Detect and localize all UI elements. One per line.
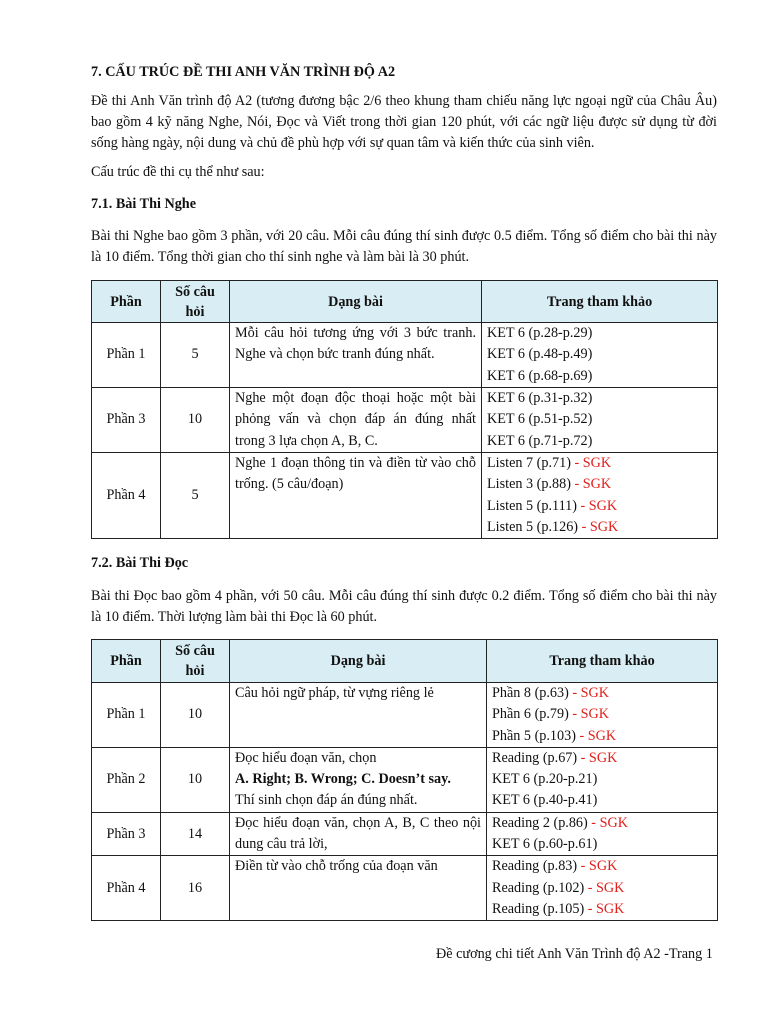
listening-description: Bài thi Nghe bao gồm 3 phần, với 20 câu. Mỗi câu đúng thí sinh được 0.5 điểm. Tổng số điểm cho bài thi này là 10 điểm. Tổng thời gian cho thí sinh nghe và làm bài là 30 phút.: [91, 228, 717, 265]
task-options: A. Right; B. Wrong; C. Doesn’t say.: [235, 771, 451, 788]
reading-table: [91, 639, 718, 921]
table-header-row: [92, 640, 718, 683]
ref-line: Reading (p.102) - SGK: [492, 879, 625, 896]
ref-line: Reading (p.67) - SGK: [492, 749, 618, 766]
listening-title: 7.1. Bài Thi Nghe: [91, 196, 196, 212]
row-task: Nghe 1 đoạn thông tin và điền từ vào chỗ trống. (5 câu/đoạn): [230, 453, 482, 539]
ref-line: Phần 5 (p.103) - SGK: [492, 727, 617, 744]
section-title: 7. CẤU TRÚC ĐỀ THI ANH VĂN TRÌNH ĐỘ A2: [91, 64, 396, 80]
row-part: Phần 1: [92, 683, 161, 748]
page-footer: Đề cương chi tiết Anh Văn Trình độ A2 -Trang 1: [436, 946, 713, 962]
row-refs: [482, 453, 718, 539]
row-task: Mỗi câu hỏi tương ứng với 3 bức tranh. Nghe và chọn bức tranh đúng nhất.: [230, 323, 482, 388]
ref-line: Listen 5 (p.111) - SGK: [487, 497, 618, 514]
row-refs: [482, 388, 718, 453]
header-count: Số câu hỏi: [161, 640, 230, 683]
header-task: Dạng bài: [230, 640, 487, 683]
ref-line: KET 6 (p.28-p.29): [487, 325, 593, 341]
ref-line: Reading (p.83) - SGK: [492, 858, 618, 875]
row-task: [230, 747, 487, 812]
table-row: [92, 856, 718, 921]
ref-line: KET 6 (p.48-p.49): [487, 346, 593, 363]
header-part: Phần: [92, 281, 161, 323]
ref-line: Listen 7 (p.71) - SGK: [487, 455, 612, 471]
table-row: [92, 812, 718, 856]
header-refs: Trang tham khảo: [482, 281, 718, 323]
row-refs: [487, 856, 718, 921]
row-count: 5: [161, 323, 230, 388]
row-count: 10: [161, 747, 230, 812]
task-line: Đọc hiểu đoạn văn, chọn: [235, 749, 377, 766]
reading-title: 7.2. Bài Thi Đọc: [91, 555, 189, 571]
intro-paragraph: Đề thi Anh Văn trình độ A2 (tương đương bậc 2/6 theo khung tham chiếu năng lực ngoại ngữ của Châu Âu) bao gồm 4 kỹ năng Nghe, Nói, Đọc và Viết trong thời gian 120 phút, với các ngữ liệu được sử dụng từ đời sống hàng ngày, nội dung và chủ đề phù hợp với sự quan tâm và kiến thức của sinh viên.: [91, 93, 717, 151]
ref-line: KET 6 (p.71-p.72): [487, 432, 593, 449]
ref-line: Phần 8 (p.63) - SGK: [492, 685, 610, 701]
table-row: [92, 747, 718, 812]
row-task: Nghe một đoạn độc thoại hoặc một bài phỏng vấn và chọn đáp án đúng nhất trong 3 lựa chọn A, B, C.: [230, 388, 482, 453]
header-count: Số câu hỏi: [161, 281, 230, 323]
row-part: Phần 2: [92, 747, 161, 812]
table-row: [92, 453, 718, 539]
row-count: 10: [161, 388, 230, 453]
task-line: Thí sinh chọn đáp án đúng nhất.: [235, 792, 418, 809]
structure-intro: Cấu trúc đề thi cụ thể như sau:: [91, 164, 265, 180]
ref-line: KET 6 (p.68-p.69): [487, 367, 593, 384]
ref-line: Listen 5 (p.126) - SGK: [487, 518, 619, 535]
ref-line: Phần 6 (p.79) - SGK: [492, 706, 610, 723]
row-part: Phần 3: [92, 812, 161, 856]
table-header-row: [92, 281, 718, 323]
row-refs: [482, 323, 718, 388]
row-refs: [487, 812, 718, 856]
header-task: Dạng bài: [230, 281, 482, 323]
ref-line: KET 6 (p.51-p.52): [487, 411, 593, 428]
table-row: [92, 323, 718, 388]
row-task: Đọc hiểu đoạn văn, chọn A, B, C theo nội dung câu trả lời,: [230, 812, 487, 856]
row-part: Phần 4: [92, 453, 161, 539]
row-count: 16: [161, 856, 230, 921]
ref-line: KET 6 (p.40-p.41): [492, 792, 598, 809]
row-part: Phần 1: [92, 323, 161, 388]
table-row: [92, 388, 718, 453]
ref-line: KET 6 (p.60-p.61): [492, 836, 598, 853]
row-count: 5: [161, 453, 230, 539]
row-count: 14: [161, 812, 230, 856]
row-task: Điền từ vào chỗ trống của đoạn văn: [230, 856, 487, 921]
row-refs: [487, 683, 718, 748]
ref-line: Listen 3 (p.88) - SGK: [487, 476, 612, 493]
ref-line: KET 6 (p.31-p.32): [487, 390, 593, 406]
row-part: Phần 3: [92, 388, 161, 453]
header-part: Phần: [92, 640, 161, 683]
header-refs: Trang tham khảo: [487, 640, 718, 683]
ref-line: Reading (p.105) - SGK: [492, 901, 625, 918]
row-part: Phần 4: [92, 856, 161, 921]
row-task: Câu hỏi ngữ pháp, từ vựng riêng lẻ: [230, 683, 487, 748]
listening-table: [91, 280, 718, 539]
ref-line: KET 6 (p.20-p.21): [492, 771, 598, 788]
ref-line: Reading 2 (p.86) - SGK: [492, 814, 628, 831]
table-row: [92, 683, 718, 748]
reading-description: Bài thi Đọc bao gồm 4 phần, với 50 câu. Mỗi câu đúng thí sinh được 0.2 điểm. Tổng số điểm cho bài thi này là 10 điểm. Thời lượng làm bài thi Đọc là 60 phút.: [91, 588, 717, 625]
row-refs: [487, 747, 718, 812]
row-count: 10: [161, 683, 230, 748]
